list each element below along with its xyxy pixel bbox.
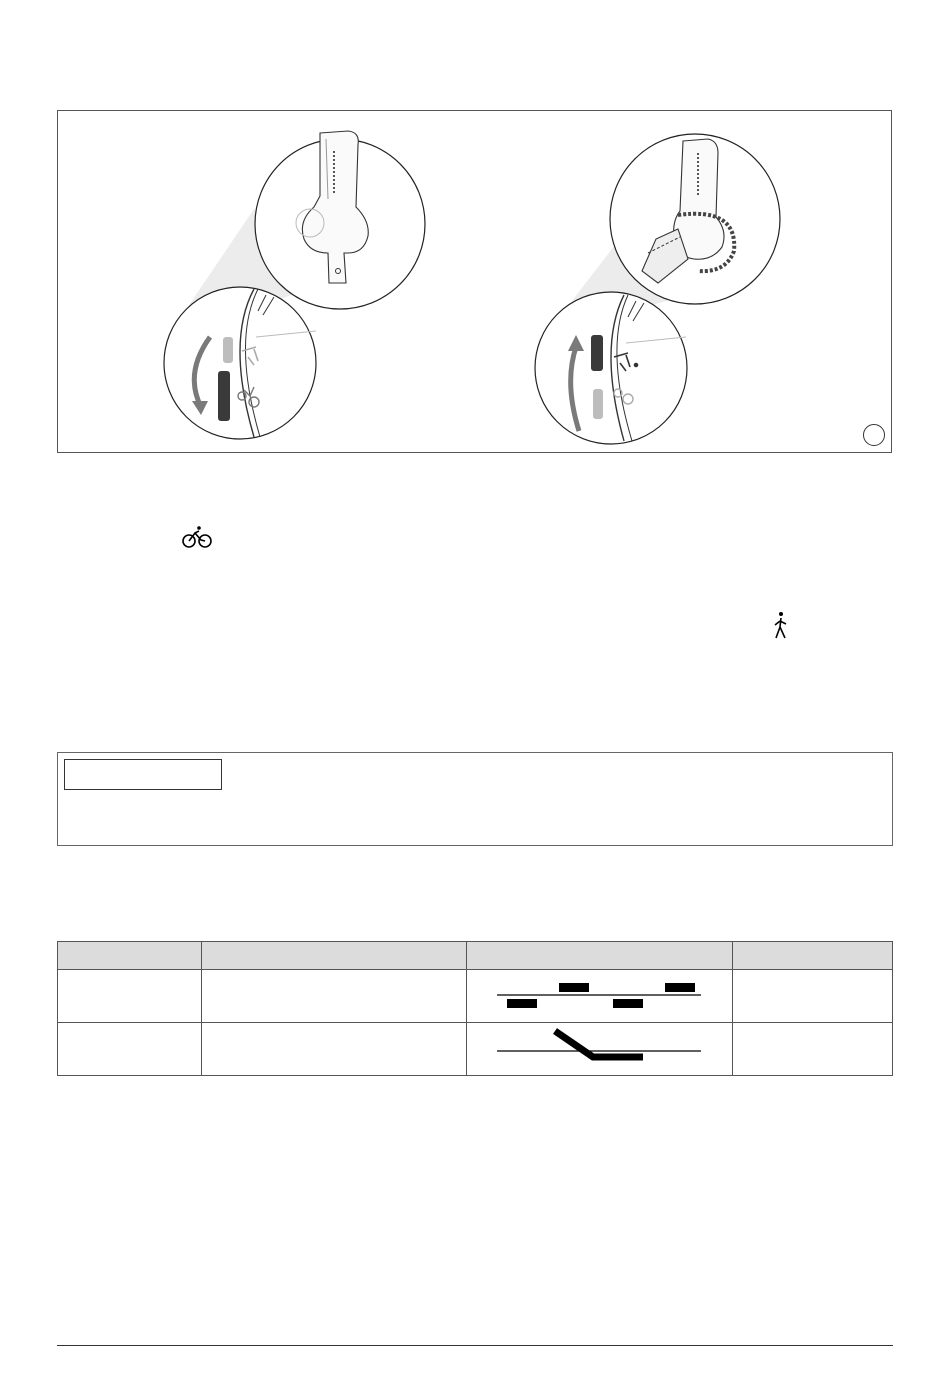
footer-rule [57, 1345, 893, 1346]
left-scene [164, 131, 425, 439]
falling-pattern-cell [466, 1023, 732, 1076]
table-row [58, 1023, 893, 1076]
table-header-row [58, 942, 893, 970]
blinking-signal-pattern [475, 970, 724, 1019]
note-label [64, 759, 222, 790]
upper-switch-button-right [591, 335, 603, 371]
pedestrian-icon [770, 611, 792, 641]
blinking-pattern-cell [466, 970, 732, 1023]
right-scene [535, 134, 780, 444]
table-row [58, 970, 893, 1023]
pulse-high [665, 983, 695, 992]
pulse-high [559, 983, 589, 992]
signal-table [57, 941, 893, 1076]
table-header-cell [466, 942, 732, 970]
lower-switch-button [218, 371, 230, 421]
table-cell [58, 1023, 202, 1076]
bike-icon [181, 525, 213, 549]
lower-switch-button-right [593, 389, 603, 419]
table-cell [201, 1023, 466, 1076]
pulse-low [507, 999, 537, 1008]
pulse-low [613, 999, 643, 1008]
falling-signal-pattern [475, 1023, 724, 1072]
figure-illustration [58, 111, 893, 454]
table-header-cell [58, 942, 202, 970]
table-header-cell [201, 942, 466, 970]
table-cell [732, 970, 892, 1023]
table-cell [201, 970, 466, 1023]
note-box [57, 752, 893, 846]
table-header-cell [732, 942, 892, 970]
table-cell [732, 1023, 892, 1076]
instruction-figure [57, 110, 892, 453]
figure-number-marker [863, 424, 885, 446]
upper-switch-button [223, 337, 233, 363]
table-cell [58, 970, 202, 1023]
